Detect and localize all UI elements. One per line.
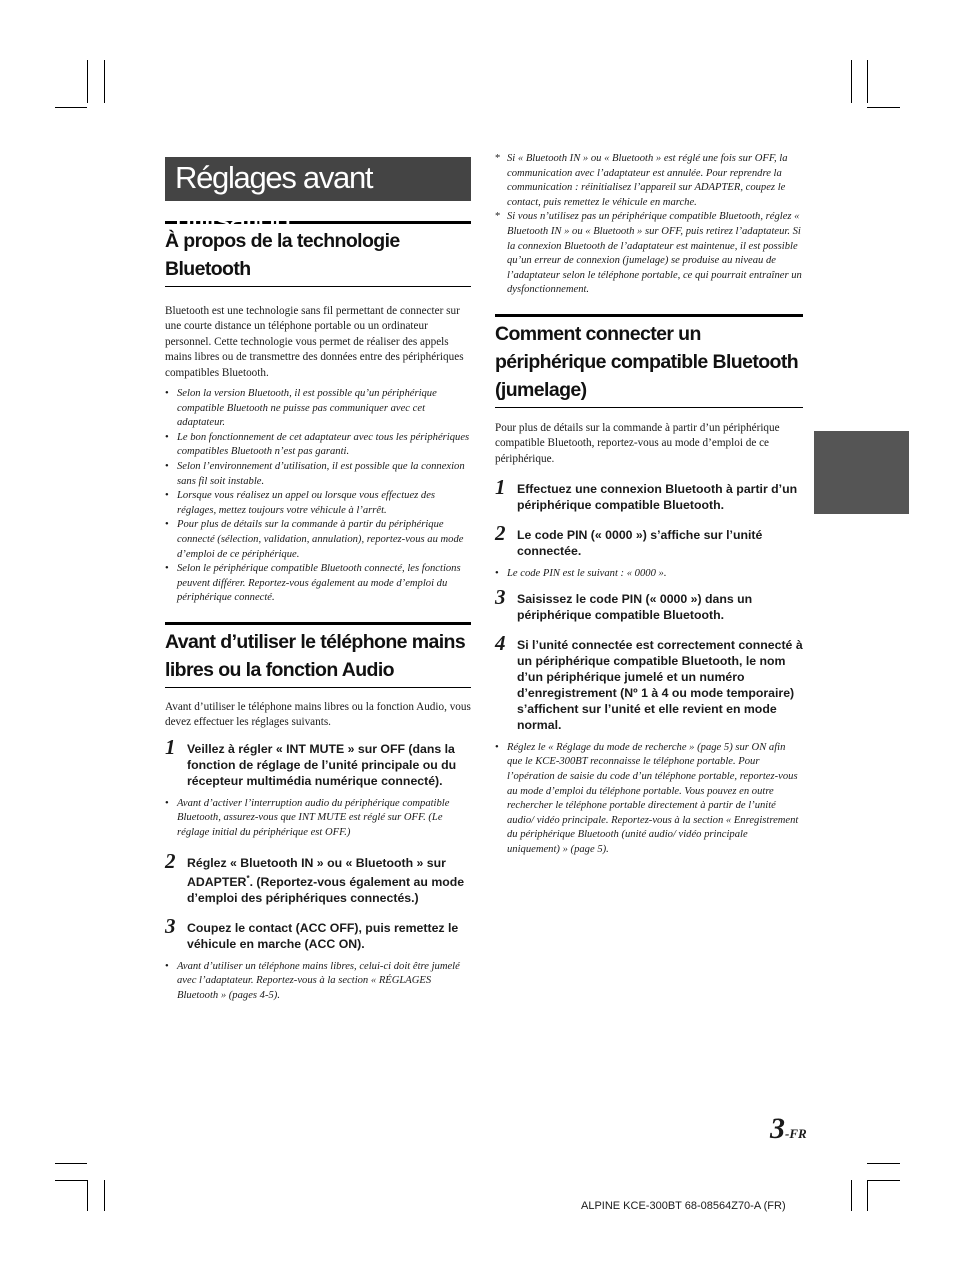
step-2 [165,848,471,906]
note-item: • Selon la version Bluetooth, il est possible qu’un périphérique compatible Bluetooth ne puisse pas communiquer avec cet adaptateur. [165,388,437,429]
note-list [495,567,803,582]
crop-mark [104,1180,105,1211]
step-text: Réglez « Bluetooth IN » ou « Bluetooth » sur ADAPTER*. (Reportez-vous également au mode d’emploi des périphériques connectés.) [187,855,465,905]
left-column [165,157,471,1003]
asterisk-note: * Si « Bluetooth IN » ou « Bluetooth » est réglé une fois sur OFF, la communication avec l’adaptateur est annulée. Pour reprendre la communication : réinitialisez l’appareil sur ADAPTER, coupez le contact, puis remettez le véhicule en marche. [495,153,788,208]
note-item: • Le bon fonctionnement de cet adaptateur avec tous les périphériques compatibles Bluetooth n’est pas garanti. [165,431,470,458]
step-text: Le code PIN (« 0000 ») s’affiche sur l’unité connectée. [517,528,763,559]
note-list [165,797,471,841]
note-item: • Selon le périphérique compatible Bluetooth connecté, les fonctions peuvent différer. Reportez-vous également au mode d’emploi du périphérique connecté. [165,563,461,604]
step-number: 4 [495,630,506,655]
crop-mark [87,60,88,103]
step-text: Veillez à régler « INT MUTE » sur OFF (dans la fonction de réglage de l’unité principale ou du récepteur multimédia numérique connecté). [187,741,457,788]
note-item: • Le code PIN est le suivant : « 0000 ». [495,568,667,580]
page-number: 3-FR [770,1112,807,1145]
step-text: Saisissez le code PIN (« 0000 ») dans un périphérique compatible Bluetooth. [517,591,753,622]
crop-mark [851,60,852,103]
step-2 [495,521,803,559]
page-title: Réglages avant utilisation [165,157,471,201]
note-item: • Pour plus de détails sur la commande à partir du périphérique connecté (sélection, validation, annulation), reportez-vous au mode d’emploi de ce périphérique. [165,519,464,560]
step-number: 3 [165,913,176,938]
chapter-tab [814,431,909,514]
section-heading-pairing: Comment connecter un périphérique compatible Bluetooth (jumelage) [495,314,803,408]
note-item: • Réglez le « Réglage du mode de recherche » (page 5) sur ON afin que le KCE-300BT reconnaisse le téléphone portable. Pour l’opération de saisie du code d’un téléphone portable, reportez-vous au mode d’emploi du téléphone portable. Vous pouvez en outre rechercher le téléphone portable directement à partir de l’unité audio/ vidéo principale. Reportez-vous à la section « Enregistrement du périphérique Bluetooth (unité audio/ vidéo principale uniquement) » (page 5). [495,741,799,855]
note-list [165,387,471,606]
note-item: • Lorsque vous réalisez un appel ou lorsque vous effectuez des réglages, mettez toujours votre véhicule à l’arrêt. [165,490,436,516]
crop-mark [851,1180,852,1211]
section-heading-setup: Avant d’utiliser le téléphone mains libres ou la fonction Audio [165,622,471,688]
footer-code: ALPINE KCE-300BT 68-08564Z70-A (FR) [581,1200,786,1212]
note-item: • Selon l’environnement d’utilisation, il est possible que la connexion sans fil soit instable. [165,461,465,487]
crop-mark [867,1180,868,1211]
crop-mark [55,1180,87,1181]
step-number: 2 [495,521,506,546]
step-3 [165,913,471,952]
note-list [165,960,471,1004]
crop-mark [867,107,900,108]
step-text: Coupez le contact (ACC OFF), puis remettez le véhicule en marche (ACC ON). [187,920,459,951]
crop-mark [867,1163,900,1164]
step-4 [495,630,803,733]
section-intro: Avant d’utiliser le téléphone mains libres ou la fonction Audio, vous devez effectuer les réglages suivants. [165,700,471,729]
step-1 [495,475,803,513]
step-text: Si l’unité connectée est correctement connecté à un périphérique compatible Bluetooth, le nom d’un périphérique jumelé et un numéro d’enregistrement (Nº 1 à 4 ou mode temporaire) s’affichent sur l’unité et elle revient en mode normal. [517,637,803,732]
crop-mark [55,107,87,108]
step-number: 1 [495,475,506,500]
step-number: 3 [495,584,506,609]
step-1 [165,734,471,789]
note-item: • Avant d’activer l’interruption audio du périphérique compatible Bluetooth, assurez-vous que INT MUTE est réglé sur OFF. (Le réglage initial du périphérique est OFF.) [165,797,450,838]
asterisk-notes [495,152,803,298]
crop-mark [867,60,868,103]
crop-mark [55,1163,87,1164]
note-item: • Avant d’utiliser un téléphone mains libres, celui-ci doit être jumelé avec l’adaptateur. Reportez-vous à la section « RÉGLAGES Bluetooth » (pages 4-5). [165,960,460,1001]
section-intro: Bluetooth est une technologie sans fil permettant de connecter sur une courte distance un téléphone portable ou un ordinateur personnel. Cette technologie vous permet de réaliser des appels mains libres ou de transmettre des données entre des périphériques compatibles Bluetooth. [165,305,464,379]
step-3 [495,584,803,623]
step-number: 1 [165,734,176,759]
asterisk-note: * Si vous n’utilisez pas un périphérique compatible Bluetooth, réglez « Bluetooth IN » ou « Bluetooth » sur OFF, puis retirez l’adaptateur. Si la connexion Bluetooth de l’adaptateur est maintenue, il est possible qu’un erreur de connexion (jumelage) se produise au niveau de l’adaptateur selon le téléphone portable, ce qui pourrait entraîner un dysfonctionnement. [495,211,802,296]
note-list [495,741,803,858]
step-text: Effectuez une connexion Bluetooth à partir d’un périphérique compatible Bluetooth. [517,482,798,513]
crop-mark [867,1180,900,1181]
section-intro: Pour plus de détails sur la commande à partir d’un périphérique compatible Bluetooth, reportez-vous au mode d’emploi de ce périphérique. [495,421,780,465]
step-number: 2 [165,848,176,873]
crop-mark [87,1180,88,1211]
section-heading-bluetooth: À propos de la technologie Bluetooth [165,221,471,287]
right-column [495,152,803,858]
crop-mark [104,60,105,103]
